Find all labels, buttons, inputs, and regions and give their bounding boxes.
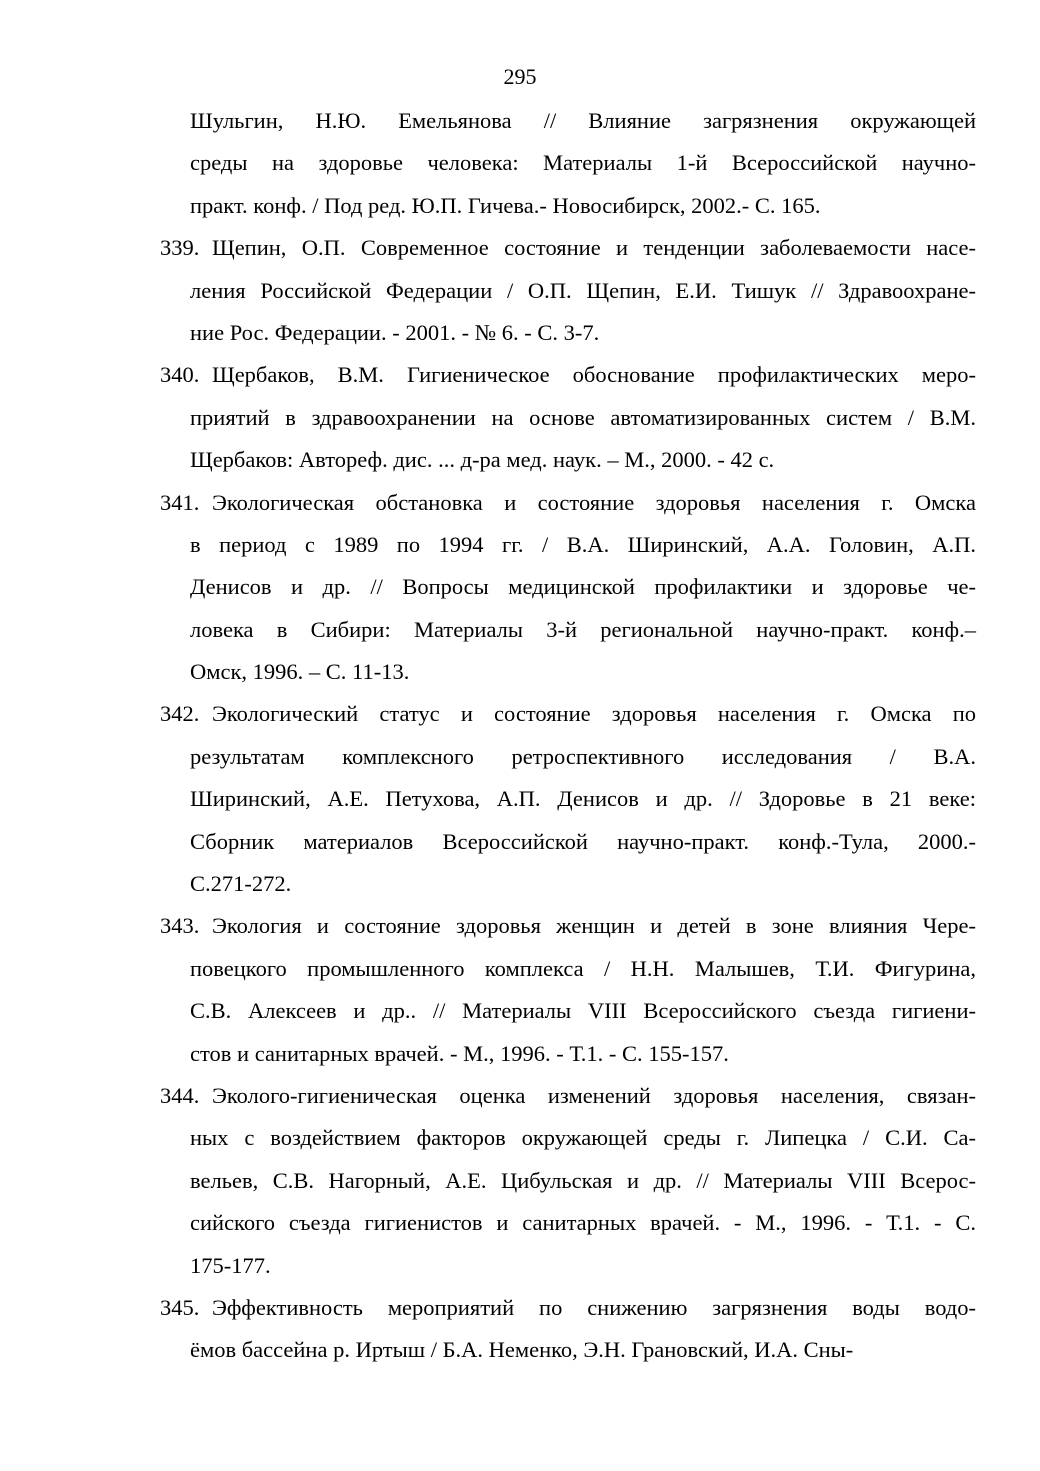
reference-line: ловека в Сибири: Материалы 3-й региональной научно-практ. конф.– — [190, 616, 976, 642]
reference-entry — [0, 227, 1040, 354]
reference-line: практ. конф. / Под ред. Ю.П. Гичева.- Новосибирск, 2002.- С. 165. — [190, 192, 821, 218]
reference-line: ных с воздействием факторов окружающей среды г. Липецка / С.И. Са- — [190, 1125, 976, 1151]
reference-number: 340. — [160, 362, 200, 388]
reference-line: повецкого промышленного комплекса / Н.Н. Малышев, Т.И. Фигурина, — [190, 955, 976, 981]
reference-entry — [0, 482, 1040, 694]
reference-line: Денисов и др. // Вопросы медицинской профилактики и здоровье че- — [190, 574, 976, 600]
reference-line: стов и санитарных врачей. - М., 1996. - Т.1. - С. 155-157. — [190, 1040, 729, 1066]
reference-entry — [0, 1287, 1040, 1372]
reference-line: Омск, 1996. – С. 11-13. — [190, 659, 410, 685]
reference-line: в период с 1989 по 1994 гг. / В.А. Ширинский, А.А. Головин, А.П. — [190, 531, 976, 557]
reference-number: 344. — [160, 1082, 200, 1108]
reference-line: Экологический статус и состояние здоровья населения г. Омска по — [212, 701, 976, 727]
reference-number: 341. — [160, 489, 200, 515]
reference-line: приятий в здравоохранении на основе автоматизированных систем / В.М. — [190, 404, 976, 430]
reference-entry — [0, 905, 1040, 1075]
reference-entry — [0, 354, 1040, 481]
reference-number: 339. — [160, 235, 200, 261]
reference-continuation — [0, 100, 1040, 227]
reference-line: сийского съезда гигиенистов и санитарных врачей. - М., 1996. - Т.1. - С. — [190, 1210, 976, 1236]
reference-list — [0, 100, 1040, 1372]
reference-line: ления Российской Федерации / О.П. Щепин, Е.И. Тишук // Здравоохране- — [190, 277, 976, 303]
reference-line: Щербаков, В.М. Гигиеническое обоснование профилактических меро- — [212, 362, 976, 388]
reference-line: Сборник материалов Всероссийской научно-практ. конф.-Тула, 2000.- — [190, 828, 976, 854]
reference-number: 345. — [160, 1294, 200, 1320]
reference-entry — [0, 1075, 1040, 1287]
reference-line: Ширинский, А.Е. Петухова, А.П. Денисов и др. // Здоровье в 21 веке: — [190, 786, 976, 812]
reference-line: Эколого-гигиеническая оценка изменений здоровья населения, связан- — [212, 1082, 976, 1108]
reference-number: 342. — [160, 701, 200, 727]
reference-line: С.271-272. — [190, 871, 292, 897]
reference-line: Экологическая обстановка и состояние здоровья населения г. Омска — [212, 489, 976, 515]
reference-line: Щепин, О.П. Современное состояние и тенденции заболеваемости насе- — [212, 235, 976, 261]
reference-line: 175-177. — [190, 1252, 271, 1278]
reference-line: среды на здоровье человека: Материалы 1-й Всероссийской научно- — [190, 150, 976, 176]
reference-line: Шульгин, Н.Ю. Емельянова // Влияние загрязнения окружающей — [190, 108, 976, 133]
reference-line: С.В. Алексеев и др.. // Материалы VIII Всероссийского съезда гигиени- — [190, 998, 976, 1024]
reference-line: ние Рос. Федерации. - 2001. - № 6. - С. 3-7. — [190, 319, 600, 345]
reference-line: результатам комплексного ретроспективного исследования / В.А. — [190, 743, 976, 769]
page-number: 295 — [503, 64, 537, 89]
reference-line: Эффективность мероприятий по снижению загрязнения воды водо- — [212, 1294, 976, 1320]
reference-line: ёмов бассейна р. Иртыш / Б.А. Неменко, Э.Н. Грановский, И.А. Сны- — [190, 1337, 854, 1363]
reference-entry — [0, 693, 1040, 905]
reference-number: 343. — [160, 913, 200, 939]
reference-line: Экология и состояние здоровья женщин и детей в зоне влияния Чере- — [212, 913, 976, 939]
reference-line: вельев, С.В. Нагорный, А.Е. Цибульская и др. // Материалы VIII Всерос- — [190, 1167, 976, 1193]
reference-line: Щербаков: Автореф. дис. ... д-ра мед. наук. – М., 2000. - 42 с. — [190, 447, 775, 473]
